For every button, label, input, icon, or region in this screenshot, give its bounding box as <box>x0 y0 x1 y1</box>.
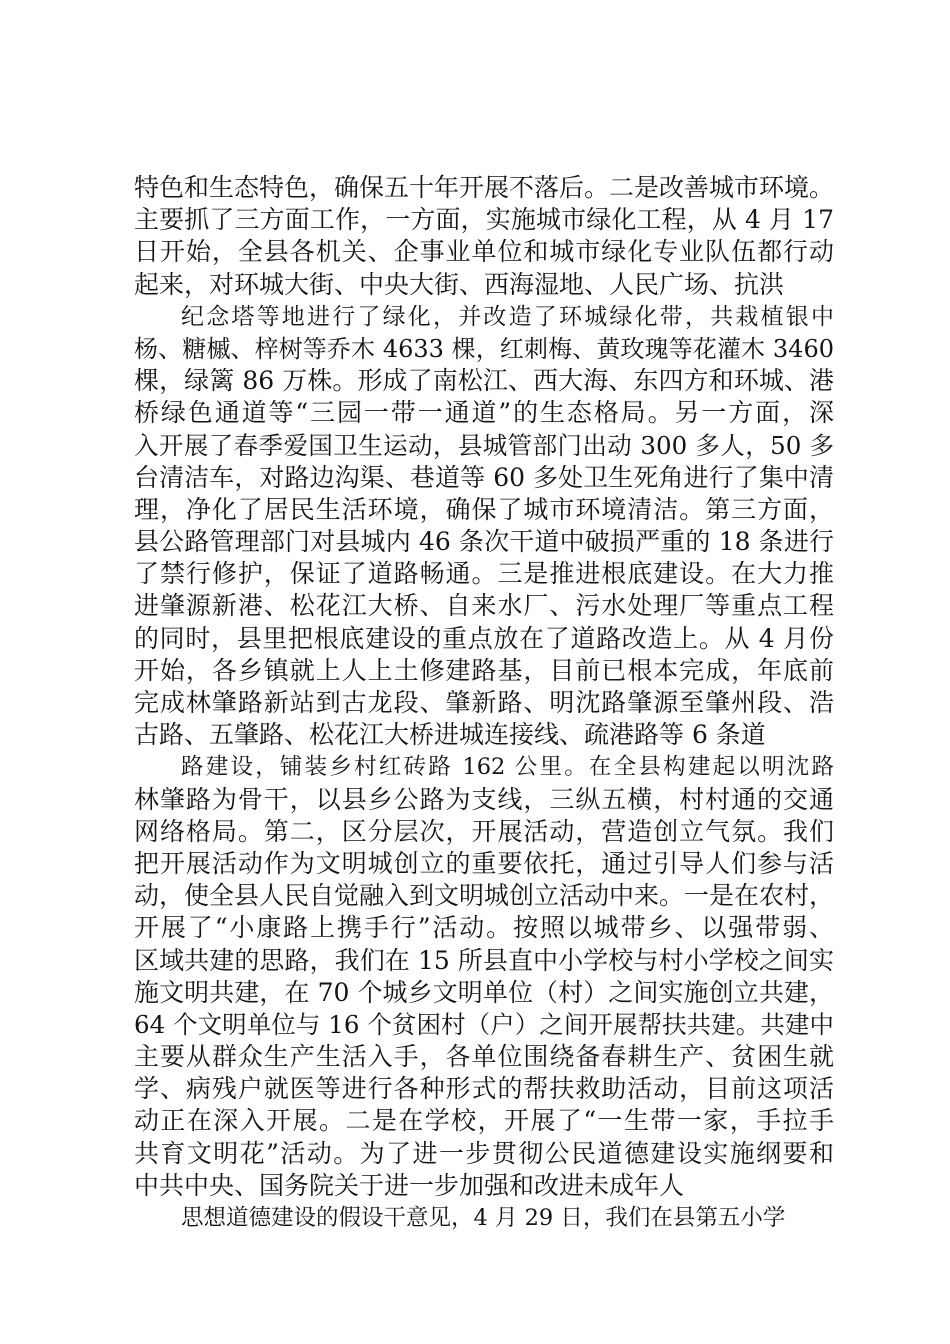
text-line: 杨、糖槭、梓树等乔木 4633 棵，红刺梅、黄玫瑰等花灌木 3460 <box>134 334 834 363</box>
text-line: 开展了“小康路上携手行”活动。按照以城带乡、以强带弱、 <box>134 913 834 943</box>
text-line: 中共中央、国务院关于进一步加强和改进未成年人 <box>134 1170 685 1200</box>
text-line: 网络格局。第二，区分层次，开展活动，营造创立气氛。我们 <box>134 816 834 846</box>
text-line: 棵，绿篱 86 万株。形成了南松江、西大海、东四方和环城、港 <box>134 366 834 396</box>
text-line: 区域共建的思路，我们在 15 所县直中小学校与村小学校之间实 <box>134 945 834 975</box>
paragraph-first-line: 思想道德建设的假设干意见，4 月 29 日，我们在县第五小学 <box>181 1205 786 1231</box>
text-line: 开始，各乡镇就上人上土修建路基，目前已根本完成，年底前 <box>134 655 834 685</box>
text-line: 入开展了春季爱国卫生运动，县城管部门出动 300 多人，50 多 <box>134 430 834 460</box>
paragraph-first-line: 路建设，铺装乡村红砖路 162 公里。在全县构建起以明沈路 <box>181 754 834 781</box>
text-line: 主要抓了三方面工作，一方面，实施城市绿化工程，从 4 月 17 <box>134 205 834 235</box>
text-line: 理，净化了居民生活环境，确保了城市环境清洁。第三方面， <box>134 494 834 524</box>
paragraph-first-line: 纪念塔等地进行了绿化，并改造了环城绿化带，共栽植银中 <box>181 303 834 330</box>
text-line: 日开始，全县各机关、企事业单位和城市绿化专业队伍都行动 <box>134 237 834 267</box>
document-body <box>134 172 834 1234</box>
text-line: 把开展活动作为文明城创立的重要依托，通过引导人们参与活 <box>134 848 834 878</box>
text-line: 林肇路为骨干，以县乡公路为支线，三纵五横，村村通的交通 <box>134 784 834 814</box>
text-line: 完成林肇路新站到古龙段、肇新路、明沈路肇源至肇州段、浩 <box>134 688 834 717</box>
text-line: 县公路管理部门对县城内 46 条次干道中破损严重的 18 条进行 <box>134 527 834 557</box>
text-line: 动正在深入开展。二是在学校，开展了“一生带一家，手拉手 <box>134 1106 834 1136</box>
text-line: 共育文明花”活动。为了进一步贯彻公民道德建设实施纲要和 <box>134 1138 834 1168</box>
text-line: 特色和生态特色，确保五十年开展不落后。二是改善城市环境。 <box>134 173 835 202</box>
text-line: 动，使全县人民自觉融入到文明城创立活动中来。一是在农村， <box>134 881 835 911</box>
text-line: 64 个文明单位与 16 个贫困村（户）之间开展帮扶共建。共建中 <box>134 1009 834 1039</box>
text-line: 学、病残户就医等进行各种形式的帮扶救助活动，目前这项活 <box>134 1074 834 1104</box>
text-line: 的同时，县里把根底建设的重点放在了道路改造上。从 4 月份 <box>134 623 834 653</box>
text-line: 起来，对环城大街、中央大街、西海湿地、人民广场、抗洪 <box>134 269 785 299</box>
text-line: 桥绿色通道等“三园一带一通道”的生态格局。另一方面，深 <box>134 398 834 428</box>
text-line: 进肇源新港、松花江大桥、自来水厂、污水处理厂等重点工程 <box>134 591 834 621</box>
text-line: 台清洁车，对路边沟渠、巷道等 60 多处卫生死角进行了集中清 <box>134 462 834 492</box>
text-line: 主要从群众生产生活入手，各单位围绕备春耕生产、贫困生就 <box>134 1042 834 1072</box>
text-line: 了禁行修护，保证了道路畅通。三是推进根底建设。在大力推 <box>134 559 834 589</box>
text-line: 古路、五肇路、松花江大桥进城连接线、疏港路等 6 条道 <box>134 720 766 750</box>
text-line: 施文明共建，在 70 个城乡文明单位（村）之间实施创立共建， <box>134 977 834 1007</box>
